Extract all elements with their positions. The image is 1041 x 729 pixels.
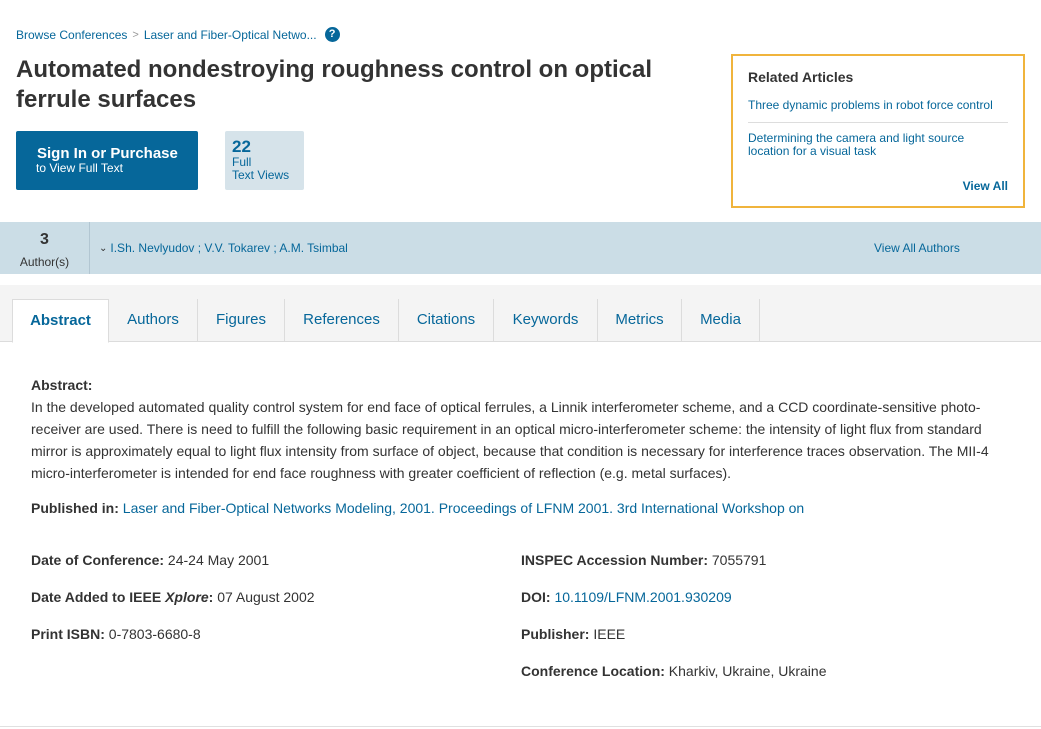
related-articles-panel	[731, 54, 1025, 208]
section-divider	[0, 726, 1041, 727]
breadcrumb-separator: >	[132, 28, 139, 41]
tab-media[interactable]: Media	[682, 299, 760, 342]
published-in	[31, 497, 804, 519]
sign-in-label: Sign In or Purchase	[37, 145, 178, 162]
doi-label: DOI:	[521, 589, 551, 605]
date-of-conference	[31, 549, 269, 571]
author-count-box	[0, 222, 90, 274]
tab-citations[interactable]: Citations	[399, 299, 494, 342]
authors-names[interactable]: I.Sh. Nevlyudov ; V.V. Tokarev ; A.M. Tsimbal	[110, 241, 348, 255]
print-isbn-value: 0-7803-6680-8	[108, 626, 201, 642]
author-count-label: Author(s)	[19, 255, 70, 269]
breadcrumb-conference[interactable]: Laser and Fiber-Optical Netwo...	[143, 27, 317, 42]
related-view-all-link[interactable]: View All	[962, 179, 1008, 193]
breadcrumb-browse-conferences[interactable]: Browse Conferences	[16, 27, 128, 42]
published-in-label: Published in:	[31, 500, 119, 516]
date-of-conference-label: Date of Conference:	[31, 552, 165, 568]
tab-keywords[interactable]: Keywords	[494, 299, 598, 342]
authors-bar	[0, 222, 1041, 274]
full-text-views-label-1: Full	[232, 155, 252, 169]
inspec-value: 7055791	[711, 552, 767, 568]
conference-location	[521, 660, 826, 682]
tab-bar	[0, 285, 1041, 342]
page-title: Automated nondestroying roughness control on optical ferrule surfaces	[16, 56, 653, 113]
related-article-link[interactable]: Determining the camera and light source location for a visual task	[748, 131, 965, 158]
related-article-link[interactable]: Three dynamic problems in robot force control	[748, 98, 993, 112]
related-divider	[748, 122, 1008, 123]
related-articles-heading: Related Articles	[748, 69, 854, 85]
authors-list[interactable]	[99, 241, 348, 255]
tab-metrics[interactable]: Metrics	[598, 299, 682, 342]
inspec-accession	[521, 549, 766, 571]
date-added-label: Date Added to IEEE Xplore:	[31, 589, 214, 605]
view-all-authors-link[interactable]: View All Authors	[874, 241, 960, 255]
sign-in-purchase-button[interactable]	[16, 131, 198, 190]
abstract-heading: Abstract:	[31, 377, 93, 393]
full-text-views-label-2: Text Views	[232, 168, 290, 182]
conference-location-value: Kharkiv, Ukraine, Ukraine	[668, 663, 827, 679]
doi	[521, 586, 732, 608]
breadcrumb	[16, 27, 340, 42]
publisher-label: Publisher:	[521, 626, 590, 642]
publisher	[521, 623, 625, 645]
full-text-views-badge	[225, 131, 304, 190]
tab-references[interactable]: References	[285, 299, 399, 342]
publisher-value: IEEE	[593, 626, 626, 642]
date-added	[31, 586, 315, 608]
full-text-views-count: 22	[232, 137, 251, 156]
help-icon[interactable]: ?	[325, 27, 340, 42]
abstract-text: In the developed automated quality control system for end face of optical ferrules, a Linnik interferometer scheme, and a CCD coordinate-sensitive photo-receiver are used. There is need to fulfill the following basic requirement in an optical micro-interferometer scheme: the intensity of light flux from standard mirror is approximately equal to light flux intensity from surface of object, because that condition is necessary for interference traces observation. The MII-4 micro-interferometer is intended for end face roughness with greater coefficient of reflection (e.g. metal surfaces).	[31, 399, 989, 481]
tab-abstract[interactable]: Abstract	[12, 299, 109, 343]
conference-location-label: Conference Location:	[521, 663, 665, 679]
sign-in-sublabel: to View Full Text	[36, 161, 123, 175]
published-in-link[interactable]: Laser and Fiber-Optical Networks Modeling, 2001. Proceedings of LFNM 2001. 3rd International Workshop on	[122, 500, 805, 516]
tab-figures[interactable]: Figures	[198, 299, 285, 342]
date-of-conference-value: 24-24 May 2001	[167, 552, 270, 568]
print-isbn	[31, 623, 201, 645]
date-added-value: 07 August 2002	[217, 589, 315, 605]
abstract-section	[31, 374, 1011, 484]
chevron-down-icon[interactable]: ⌄	[99, 242, 108, 254]
inspec-label: INSPEC Accession Number:	[521, 552, 708, 568]
tab-authors[interactable]: Authors	[109, 299, 198, 342]
author-count: 3	[40, 231, 49, 248]
print-isbn-label: Print ISBN:	[31, 626, 105, 642]
doi-link[interactable]: 10.1109/LFNM.2001.930209	[554, 589, 732, 605]
